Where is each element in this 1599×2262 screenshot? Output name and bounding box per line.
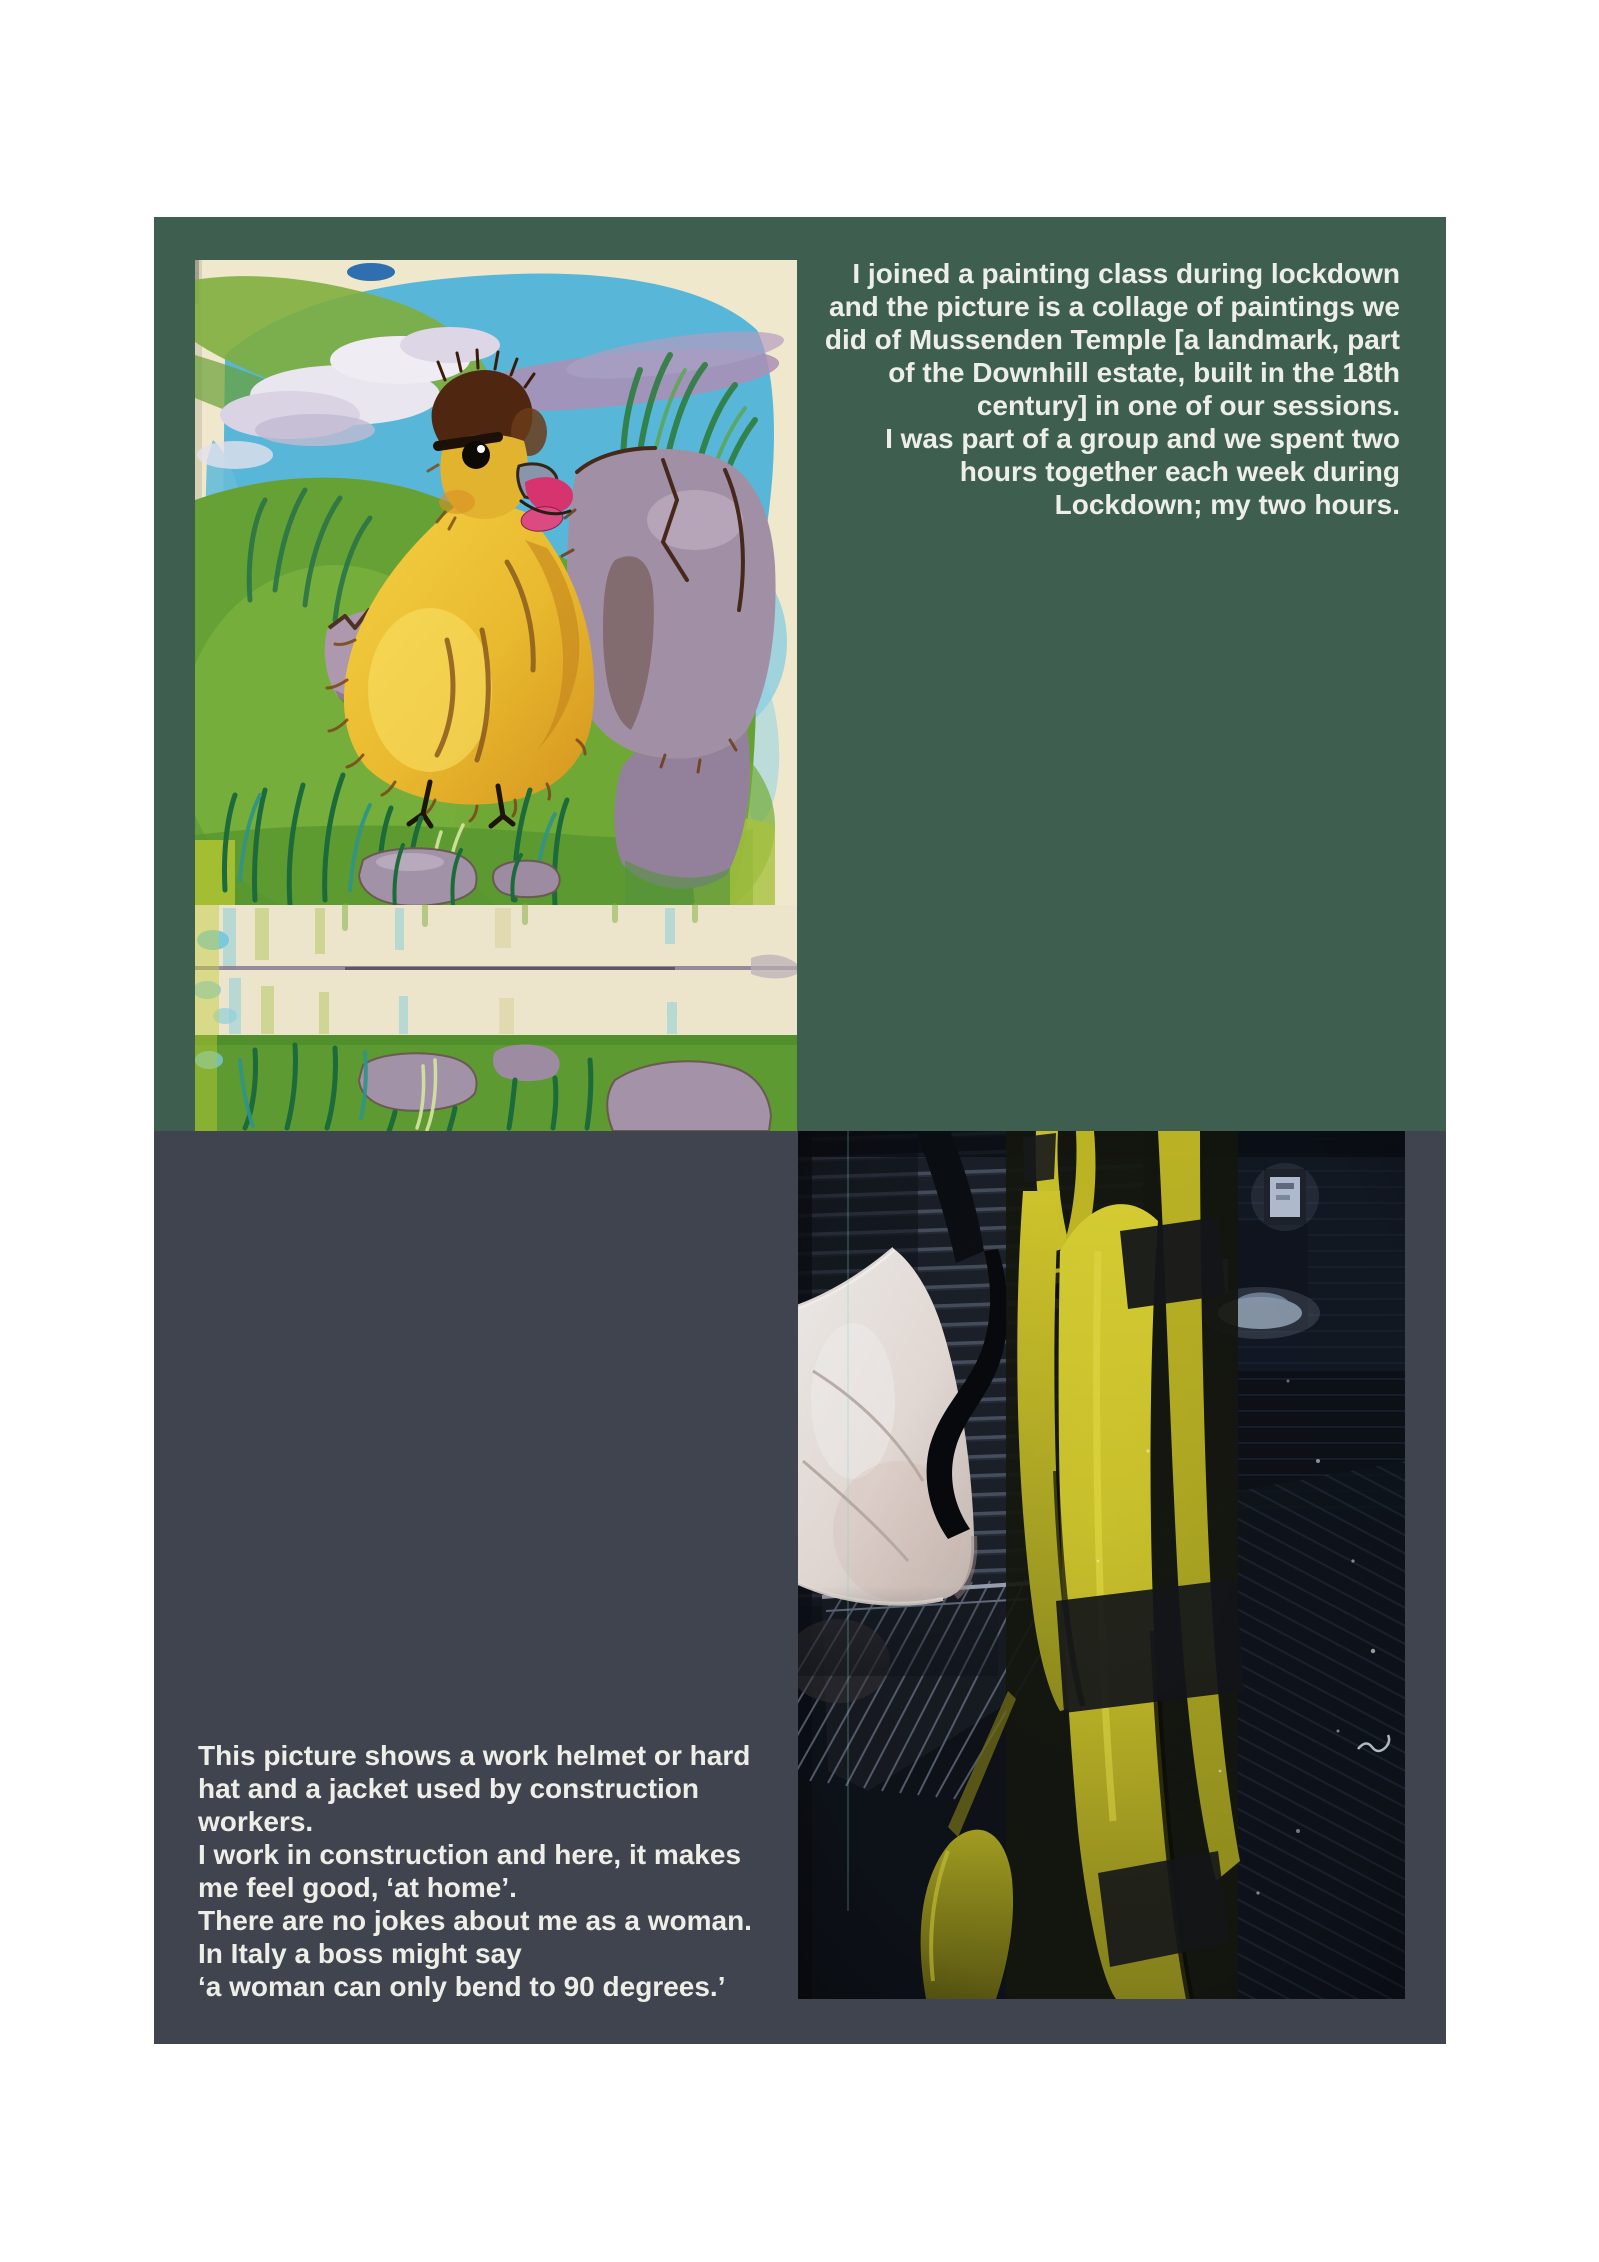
caption-line: In Italy a boss might say — [198, 1938, 522, 1969]
workwear-caption — [198, 1739, 838, 2003]
caption-line: There are no jokes about me as a woman. — [198, 1905, 752, 1936]
caption-line: did of Mussenden Temple [a landmark, part — [824, 324, 1400, 355]
painting-section — [154, 217, 1446, 1131]
caption-line: This picture shows a work helmet or hard — [198, 1740, 751, 1771]
caption-line: hat and a jacket used by construction — [198, 1773, 700, 1804]
caption-line: Lockdown; my two hours. — [1054, 489, 1400, 520]
hard-hat-jacket-photo — [798, 1131, 1405, 1999]
painting-caption — [760, 257, 1400, 521]
duckling-painting-image — [195, 260, 797, 1131]
caption-line: I work in construction and here, it makes — [198, 1839, 742, 1870]
caption-line: ‘a woman can only bend to 90 degrees.’ — [198, 1971, 726, 2002]
duckling-painting-art — [195, 260, 797, 1131]
hard-hat-jacket-photo-art — [798, 1131, 1405, 1999]
caption-line: hours together each week during — [959, 456, 1400, 487]
workwear-section — [154, 1131, 1446, 2044]
caption-line: century] in one of our sessions. — [976, 390, 1400, 421]
caption-line: and the picture is a collage of paintings we — [829, 291, 1400, 322]
caption-line: workers. — [198, 1806, 314, 1837]
caption-line: I joined a painting class during lockdown — [852, 258, 1400, 289]
caption-line: I was part of a group and we spent two — [885, 423, 1400, 454]
caption-line: of the Downhill estate, built in the 18th — [888, 357, 1400, 388]
caption-line: me feel good, ‘at home’. — [198, 1872, 517, 1903]
